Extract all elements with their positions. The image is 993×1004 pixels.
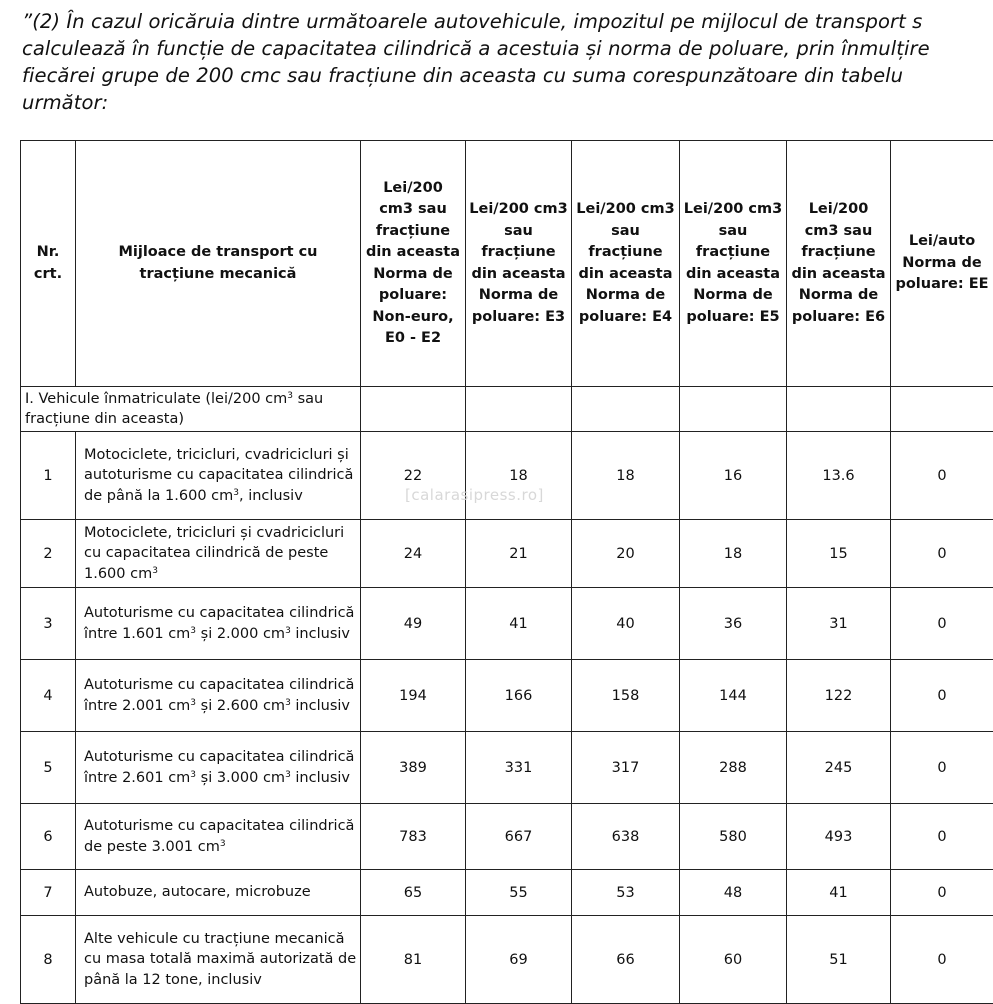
value-ee: 0 (891, 870, 993, 916)
value-e6: 122 (787, 660, 891, 732)
value-e0-e2: 194 (361, 660, 466, 732)
header-e3: Lei/200 cm3 sau fracțiune din aceasta Norma de poluare: E3 (466, 141, 572, 387)
value-e0-e2: 49 (361, 588, 466, 660)
value-ee: 0 (891, 804, 993, 870)
value-ee: 0 (891, 588, 993, 660)
value-e0-e2: 24 (361, 520, 466, 588)
value-e5: 16 (680, 432, 787, 520)
table-row (21, 870, 993, 916)
intro-line: ”(2) În cazul oricăruia dintre următoarele autovehicule, impozitul pe mijlocul de transport s (22, 8, 993, 35)
header-e4: Lei/200 cm3 sau fracțiune din aceasta Norma de poluare: E4 (572, 141, 680, 387)
value-e5: 48 (680, 870, 787, 916)
table-row (21, 916, 993, 1004)
value-ee: 0 (891, 660, 993, 732)
value-e3: 667 (466, 804, 572, 870)
header-e6: Lei/200 cm3 sau fracțiune din aceasta Norma de poluare: E6 (787, 141, 891, 387)
value-e5: 60 (680, 916, 787, 1004)
header-ee: Lei/auto Norma de poluare: EE (891, 141, 993, 387)
value-ee: 0 (891, 432, 993, 520)
value-e0-e2: 81 (361, 916, 466, 1004)
table-row (21, 432, 993, 520)
value-e4: 20 (572, 520, 680, 588)
value-e4: 638 (572, 804, 680, 870)
value-ee: 0 (891, 520, 993, 588)
row-number: 5 (21, 732, 76, 804)
value-e3: 69 (466, 916, 572, 1004)
value-e3: 331 (466, 732, 572, 804)
value-e5: 36 (680, 588, 787, 660)
table-row (21, 588, 993, 660)
value-e4: 53 (572, 870, 680, 916)
value-ee: 0 (891, 916, 993, 1004)
value-e3: 18 (466, 432, 572, 520)
row-number: 6 (21, 804, 76, 870)
table-row (21, 804, 993, 870)
header-vehicle: Mijloace de transport cu tracțiune mecanică (76, 141, 361, 387)
value-e4: 66 (572, 916, 680, 1004)
vehicle-description: Motociclete, tricicluri, cvadricicluri și autoturisme cu capacitatea cilindrică de până la 1.600 $cm^3$, inclusiv (76, 432, 361, 520)
value-e3: 41 (466, 588, 572, 660)
row-number: 1 (21, 432, 76, 520)
value-e5: 18 (680, 520, 787, 588)
intro-line: următor: (22, 89, 993, 116)
value-e3: 21 (466, 520, 572, 588)
value-e5: 288 (680, 732, 787, 804)
value-ee: 0 (891, 732, 993, 804)
intro-line: fiecărei grupe de 200 cmc sau fracțiune din aceasta cu suma corespunzătoare din tabelu (22, 62, 993, 89)
vehicle-description: Autoturisme cu capacitatea cilindrică de peste 3.001 $cm^3$ (76, 804, 361, 870)
value-e5: 580 (680, 804, 787, 870)
value-e6: 245 (787, 732, 891, 804)
section-title: I. Vehicule înmatriculate (lei/200 $cm^3$ sau fracțiune din aceasta) (21, 387, 361, 432)
vehicle-description: Autoturisme cu capacitatea cilindrică între 1.601 $cm^3$ și 2.000 $cm^3$ inclusiv (76, 588, 361, 660)
vehicle-description: Alte vehicule cu tracțiune mecanică cu masa totală maximă autorizată de până la 12 tone, inclusiv (76, 916, 361, 1004)
row-number: 3 (21, 588, 76, 660)
value-e6: 13.6 (787, 432, 891, 520)
row-number: 8 (21, 916, 76, 1004)
value-e6: 41 (787, 870, 891, 916)
vehicle-description: Motociclete, tricicluri și cvadricicluri cu capacitatea cilindrică de peste 1.600 $cm^3$ (76, 520, 361, 588)
value-e4: 158 (572, 660, 680, 732)
header-nr: Nr. crt. (21, 141, 76, 387)
header-row (21, 141, 993, 387)
row-number: 7 (21, 870, 76, 916)
header-e0-e2: Lei/200 cm3 sau fracțiune din aceasta Norma de poluare: Non-euro, E0 - E2 (361, 141, 466, 387)
value-e6: 493 (787, 804, 891, 870)
vehicle-description: Autobuze, autocare, microbuze (76, 870, 361, 916)
row-number: 2 (21, 520, 76, 588)
table-row (21, 660, 993, 732)
table-row (21, 732, 993, 804)
value-e0-e2: 22 (361, 432, 466, 520)
row-number: 4 (21, 660, 76, 732)
value-e3: 55 (466, 870, 572, 916)
value-e6: 51 (787, 916, 891, 1004)
value-e6: 15 (787, 520, 891, 588)
value-e0-e2: 65 (361, 870, 466, 916)
value-e4: 317 (572, 732, 680, 804)
value-e3: 166 (466, 660, 572, 732)
value-e6: 31 (787, 588, 891, 660)
section-row (21, 387, 993, 432)
watermark: [calarasipress.ro] (405, 486, 544, 504)
value-e5: 144 (680, 660, 787, 732)
table-row (21, 520, 993, 588)
vehicle-description: Autoturisme cu capacitatea cilindrică între 2.601 $cm^3$ și 3.000 $cm^3$ inclusiv (76, 732, 361, 804)
vehicle-description: Autoturisme cu capacitatea cilindrică între 2.001 $cm^3$ și 2.600 $cm^3$ inclusiv (76, 660, 361, 732)
tax-table (20, 140, 993, 1004)
intro-line: calculează în funcție de capacitatea cilindrică a acestuia și norma de poluare, prin înmulțire (22, 35, 993, 62)
value-e0-e2: 783 (361, 804, 466, 870)
intro-paragraph (22, 8, 993, 116)
value-e4: 18 (572, 432, 680, 520)
value-e0-e2: 389 (361, 732, 466, 804)
header-e5: Lei/200 cm3 sau fracțiune din aceasta Norma de poluare: E5 (680, 141, 787, 387)
value-e4: 40 (572, 588, 680, 660)
